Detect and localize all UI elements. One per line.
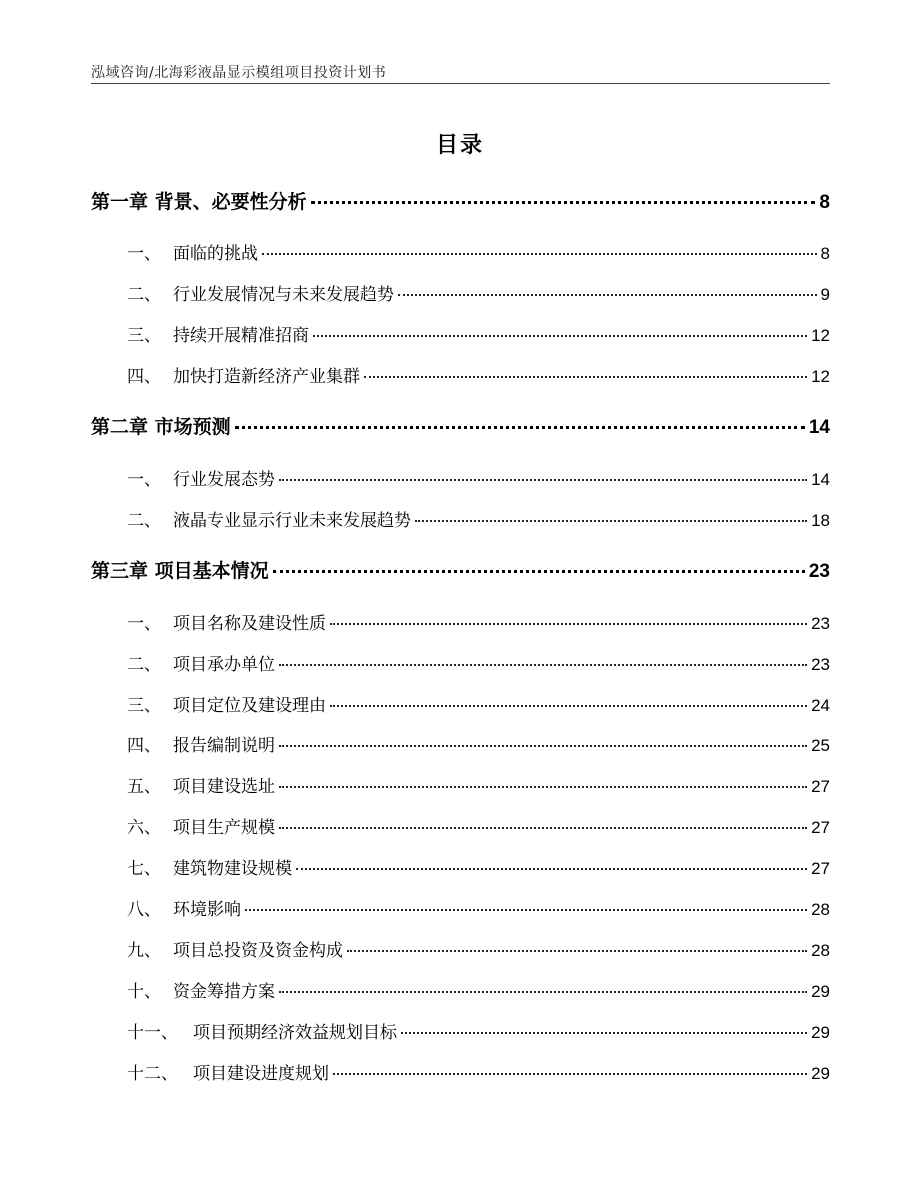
toc-section-entry[interactable] [91,977,830,1003]
dot-leader [296,868,807,870]
dot-leader [279,664,807,666]
toc-section-entry[interactable] [91,936,830,962]
toc-section-entry[interactable] [91,506,830,532]
dot-leader [364,376,807,378]
page-number: 28 [811,941,830,960]
toc-section-entry[interactable] [91,650,830,676]
page-number: 8 [820,244,830,263]
section-label: 二、 行业发展情况与未来发展趋势 [127,285,394,305]
dot-leader [398,294,817,296]
section-label: 二、 项目承办单位 [127,655,275,675]
dot-leader [279,479,807,481]
page-number: 9 [820,285,830,304]
page-number: 29 [811,1064,830,1083]
header-divider [91,83,830,84]
section-label: 四、 加快打造新经济产业集群 [127,367,360,387]
toc-section-entry[interactable] [91,239,830,265]
toc-section-entry[interactable] [91,1018,830,1044]
section-label: 六、 项目生产规模 [127,818,275,838]
section-label: 九、 项目总投资及资金构成 [127,941,343,961]
toc-section-entry[interactable] [91,691,830,717]
page-number: 14 [808,417,830,438]
dot-leader [333,1073,807,1075]
toc-section-entry[interactable] [91,362,830,388]
dot-leader [262,253,817,255]
toc-section-entry[interactable] [91,1059,830,1085]
dot-leader [401,1032,807,1034]
dot-leader [313,335,807,337]
page-number: 29 [811,982,830,1001]
page-number: 27 [811,777,830,796]
page-number: 29 [811,1023,830,1042]
section-label: 三、 项目定位及建设理由 [127,696,326,716]
toc-section-entry[interactable] [91,772,830,798]
chapter-label: 第一章 背景、必要性分析 [91,191,307,213]
dot-leader [330,623,807,625]
dot-leader [235,426,805,429]
page-number: 23 [808,561,830,582]
toc-section-entry[interactable] [91,895,830,921]
toc-section-entry[interactable] [91,731,830,757]
dot-leader [415,520,807,522]
page-number: 23 [811,655,830,674]
section-label: 七、 建筑物建设规模 [127,859,292,879]
toc-section-entry[interactable] [91,465,830,491]
section-label: 十、 资金筹措方案 [127,982,275,1002]
toc-chapter-entry[interactable] [91,187,830,215]
section-label: 二、 液晶专业显示行业未来发展趋势 [127,511,411,531]
page-number: 8 [819,192,830,213]
section-label: 四、 报告编制说明 [127,736,275,756]
section-label: 一、 面临的挑战 [127,244,258,264]
section-label: 一、 项目名称及建设性质 [127,614,326,634]
toc-section-entry[interactable] [91,609,830,635]
page-number: 25 [811,736,830,755]
chapter-label: 第二章 市场预测 [91,416,231,438]
page-number: 27 [811,818,830,837]
dot-leader [273,570,805,573]
section-label: 一、 行业发展态势 [127,470,275,490]
section-label: 十二、 项目建设进度规划 [127,1064,329,1084]
page-number: 12 [811,367,830,386]
page-number: 18 [811,511,830,530]
toc-section-entry[interactable] [91,813,830,839]
page-number: 12 [811,326,830,345]
toc-section-entry[interactable] [91,854,830,880]
dot-leader [279,991,807,993]
toc-section-entry[interactable] [91,321,830,347]
chapter-label: 第三章 项目基本情况 [91,560,269,582]
dot-leader [347,950,807,952]
page-number: 24 [811,696,830,715]
section-label: 十一、 项目预期经济效益规划目标 [127,1023,397,1043]
toc-chapter-entry[interactable] [91,412,830,440]
page-number: 14 [811,470,830,489]
section-label: 五、 项目建设选址 [127,777,275,797]
page-number: 28 [811,900,830,919]
toc-section-entry[interactable] [91,280,830,306]
page-number: 27 [811,859,830,878]
section-label: 三、 持续开展精准招商 [127,326,309,346]
running-header: 泓域咨询/北海彩液晶显示模组项目投资计划书 [91,65,387,81]
dot-leader [330,705,807,707]
dot-leader [311,201,816,204]
section-label: 八、 环境影响 [127,900,241,920]
dot-leader [279,745,807,747]
dot-leader [279,827,807,829]
toc-title: 目录 [435,133,484,158]
page-number: 23 [811,614,830,633]
dot-leader [245,909,807,911]
toc-chapter-entry[interactable] [91,556,830,584]
dot-leader [279,786,807,788]
